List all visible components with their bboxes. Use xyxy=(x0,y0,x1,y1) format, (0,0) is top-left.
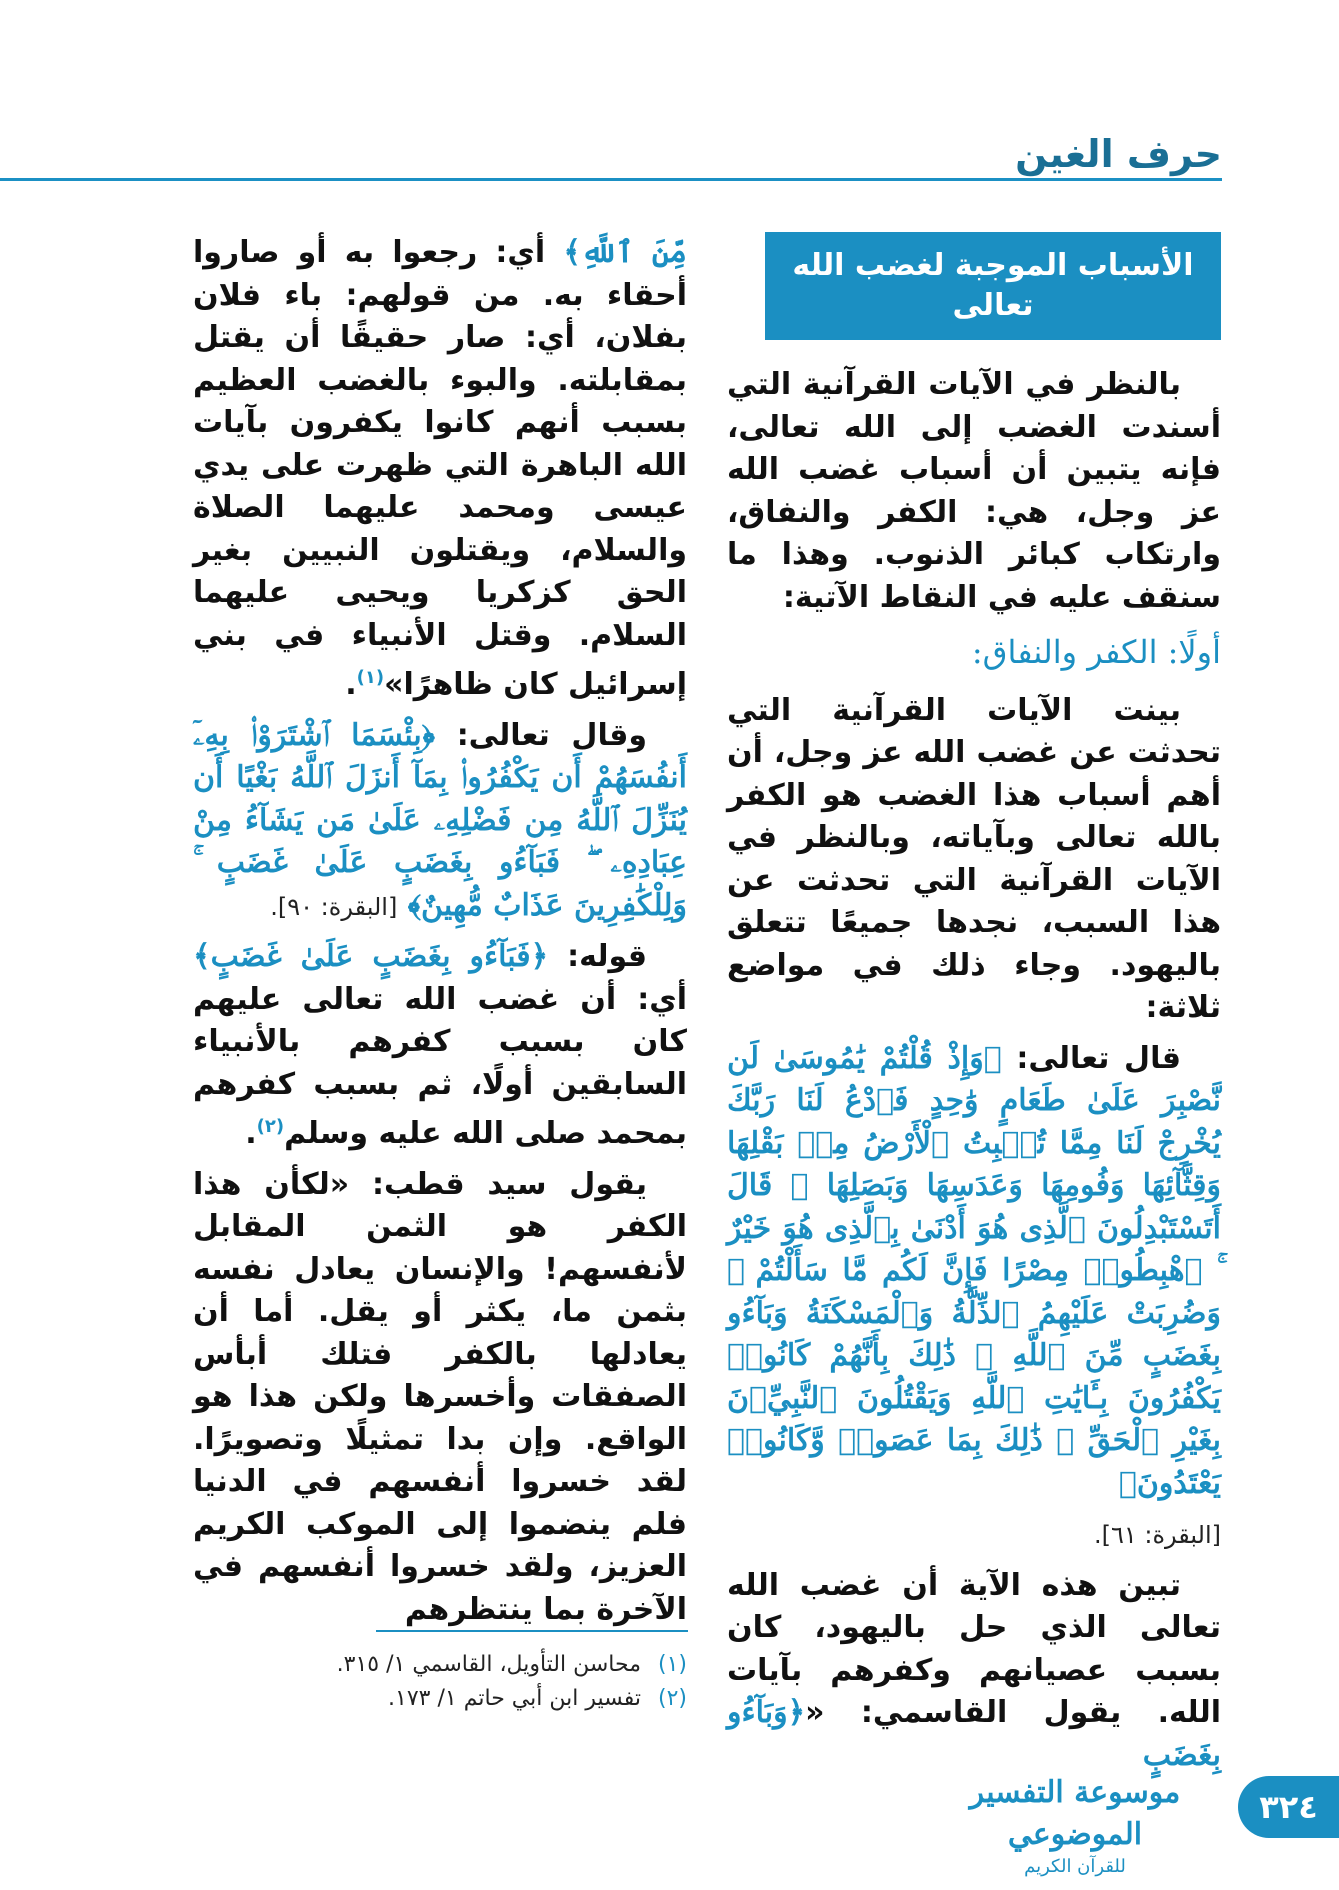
footnote-marker: (١) xyxy=(356,667,385,688)
verse-paragraph xyxy=(193,715,687,929)
footnote-text: محاسن التأويل، القاسمي ١/ ٣١٥. xyxy=(336,1652,641,1677)
footnote-number: (٢) xyxy=(657,1686,687,1711)
quran-verse: ﴿وَإِذْ قُلْتُمْ يَٰمُوسَىٰ لَن نَّصْبِرَ عَلَىٰ طَعَامٍ وَٰحِدٍ فَٱدْعُ لَنَا رَبَّكَ يُخْرِجْ لَنَا مِمَّا تُنۢبِتُ ٱلْأَرْضُ مِنۢ بَقْلِهَا وَقِثَّآئِهَا وَفُومِهَا وَعَدَسِهَا وَبَصَلِهَا ۖ قَالَ أَتَسْتَبْدِلُونَ ٱلَّذِى هُوَ أَدْنَىٰ بِٱلَّذِى هُوَ خَيْرٌ ۚ ٱهْبِطُوا۟ مِصْرًا فَإِنَّ لَكُم مَّا سَأَلْتُمْ ۗ وَضُرِبَتْ عَلَيْهِمُ ٱلذِّلَّةُ وَٱلْمَسْكَنَةُ وَبَآءُو بِغَضَبٍ مِّنَ ٱللَّهِ ۗ ذَٰلِكَ بِأَنَّهُمْ كَانُوا۟ يَكْفُرُونَ بِـَٔايَٰتِ ٱللَّهِ وَيَقْتُلُونَ ٱلنَّبِيِّۦنَ بِغَيْرِ ٱلْحَقِّ ۗ ذَٰلِكَ بِمَا عَصَوا۟ وَّكَانُوا۟ يَعْتَدُونَ﴾ xyxy=(727,1040,1221,1501)
verse-intro: وقال تعالى: xyxy=(456,717,647,753)
footnote-number: (١) xyxy=(657,1652,687,1677)
right-column xyxy=(727,232,1221,1785)
section-title: الأسباب الموجبة لغضب الله تعالى xyxy=(765,232,1221,340)
logo-title: موسوعة التفسير الموضوعي xyxy=(969,1775,1181,1852)
footnote xyxy=(193,1682,687,1716)
paragraph: قوله: ﴿فَبَآءُو بِغَضَبٍ عَلَىٰ غَضَبٍ﴾ أي: أن غضب الله تعالى عليهم كان بسبب كفرهم بالأنبياء السابقين أولًا، ثم بسبب كفرهم بمحمد صلى الله عليه وسلم$^{(٢)}$. xyxy=(193,939,687,1151)
verse-reference: [البقرة: ٩٠]. xyxy=(270,892,398,921)
verse-reference-line xyxy=(727,1513,1221,1557)
quran-verse: ﴿فَبَآءُو بِغَضَبٍ عَلَىٰ غَضَبٍ﴾ xyxy=(193,939,549,974)
verse-intro: قال تعالى: xyxy=(1016,1040,1181,1076)
paragraph: بينت الآيات القرآنية التي تحدثت عن غضب الله عز وجل، أن أهم أسباب هذا الغضب هو الكفر بالله تعالى وبآياته، وبالنظر في الآيات القرآنية التي تحدثت عن هذا السبب، نجدها جميعًا تتعلق باليهود. وجاء ذلك في مواضع ثلاثة: xyxy=(727,692,1221,1025)
paragraph xyxy=(727,1565,1221,1778)
paragraph: مِّنَ ٱللَّهِ﴾ أي: رجعوا به أو صاروا أحقاء به. من قولهم: باء فلان بفلان، أي: صار حقيقًا أن يقتل بمقابلته. والبوء بالغضب العظيم بسبب أنهم كانوا يكفرون بآيات الله الباهرة التي ظهرت على يدي عيسى ومحمد عليهما الصلاة والسلام، ويقتلون النبيين بغير الحق كزكريا ويحيى عليهما السلام. وقتل الأنبياء في بني إسرائيل كان ظاهرًا»$^{(١)}$. xyxy=(193,235,687,702)
paragraph-text: أي: رجعوا به أو صاروا أحقاء به. من قولهم: باء فلان بفلان، أي: صار حقيقًا أن يقتل بمقابلته. والبوء بالغضب العظيم بسبب أنهم كانوا يكفرون بآيات الله الباهرة التي ظهرت على يدي عيسى ومحمد عليهما الصلاة والسلام، ويقتلون النبيين بغير الحق كزكريا ويحيى عليهما السلام. وقتل الأنبياء في بني إسرائيل كان ظاهرًا» xyxy=(193,235,687,702)
quran-verse: مِّنَ ٱللَّهِ﴾ xyxy=(563,235,687,270)
verse-reference: [البقرة: ٦١]. xyxy=(1093,1521,1221,1549)
footnotes xyxy=(193,1648,687,1716)
footnote-marker: (٢) xyxy=(256,1116,285,1137)
paragraph: يقول سيد قطب: «لكأن هذا الكفر هو الثمن المقابل لأنفسهم! والإنسان يعادل نفسه بثمن ما، يكثر أو يقل. أما أن يعادلها بالكفر فتلك أبأس الصفقات وأخسرها ولكن هذا هو الواقع. وإن بدا تمثيلًا وتصويرًا. لقد خسروا أنفسهم في الدنيا فلم ينضموا إلى الموكب الكريم العزيز، ولقد خسروا أنفسهم في الآخرة بما ينتظرهم xyxy=(193,1166,687,1627)
quran-verse: ﴿بِئْسَمَا ٱشْتَرَوْا۟ بِهِۦٓ أَنفُسَهُمْ أَن يَكْفُرُوا۟ بِمَآ أَنزَلَ ٱللَّهُ بَغْيًا أَن يُنَزِّلَ ٱللَّهُ مِن فَضْلِهِۦ عَلَىٰ مَن يَشَآءُ مِنْ عِبَادِهِۦ ۖ فَبَآءُو بِغَضَبٍ عَلَىٰ غَضَبٍ ۚ وَلِلْكَٰفِرِينَ عَذَابٌ مُّهِينٌ﴾ xyxy=(193,717,687,923)
left-column xyxy=(193,232,687,1639)
quran-verse: ﴿وَبَآءُو بِغَضَبٍ xyxy=(727,1695,1221,1773)
subheading: أولًا: الكفر والنفاق: xyxy=(971,633,1221,671)
footnote-divider xyxy=(376,1630,688,1632)
header-divider xyxy=(0,178,1222,181)
logo-subtitle: للقرآن الكريم xyxy=(1024,1856,1126,1877)
paragraph-text: أي: أن غضب الله تعالى عليهم كان بسبب كفرهم بالأنبياء السابقين أولًا، ثم بسبب كفرهم بمحمد صلى الله عليه وسلم xyxy=(193,981,687,1151)
footnote xyxy=(193,1648,687,1682)
chapter-title: حرف الغين xyxy=(1015,132,1222,176)
paragraph-intro: قوله: xyxy=(567,939,647,974)
paragraph-text: تبين هذه الآية أن غضب الله تعالى الذي حل باليهود، كان بسبب عصيانهم وكفرهم بآيات الله. يقول القاسمي: « xyxy=(727,1567,1221,1730)
page-number: ٣٢٤ xyxy=(1238,1776,1339,1838)
encyclopedia-logo xyxy=(945,1772,1205,1877)
page-header xyxy=(0,128,1222,178)
footnote-text: تفسير ابن أبي حاتم ١/ ١٧٣. xyxy=(388,1686,641,1711)
intro-paragraph: بالنظر في الآيات القرآنية التي أسندت الغضب إلى الله تعالى، فإنه يتبين أن أسباب غضب الله عز وجل، هي: الكفر والنفاق، وارتكاب كبائر الذنوب. وهذا ما سنقف عليه في النقاط الآتية: xyxy=(727,367,1221,615)
verse-paragraph xyxy=(727,1038,1221,1506)
